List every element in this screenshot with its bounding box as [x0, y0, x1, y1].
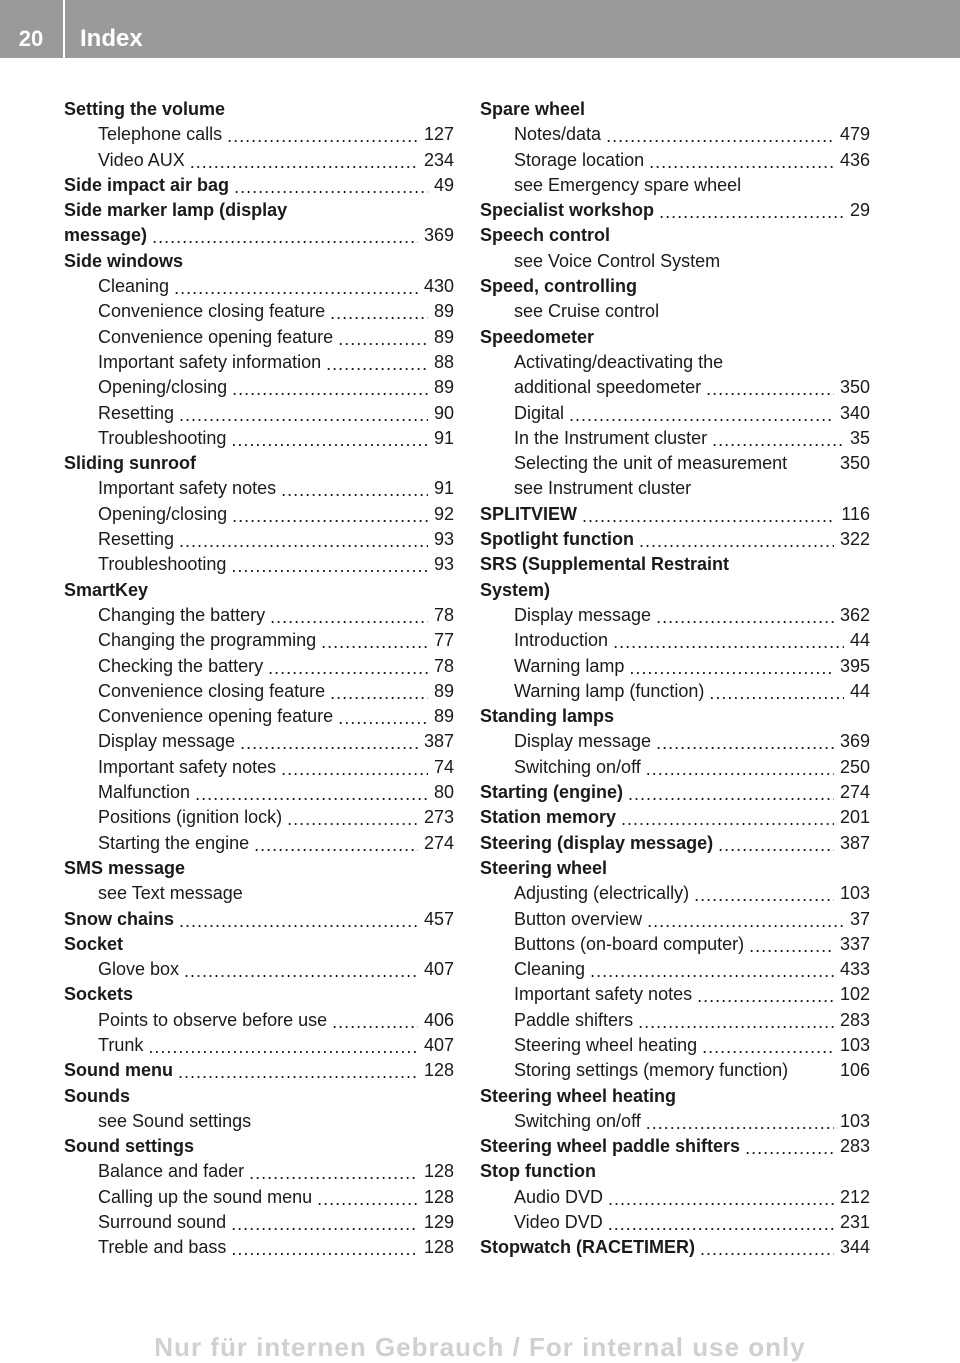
- page-reference: 212: [834, 1185, 870, 1210]
- page-reference: 102: [834, 982, 870, 1007]
- page-reference: 433: [834, 957, 870, 982]
- index-term: Switching on/off .....: [514, 757, 646, 777]
- page-reference: 88: [428, 350, 454, 375]
- index-term: Notes/data .....: [514, 124, 606, 144]
- index-subentry: [64, 1159, 454, 1184]
- index-subentry: [480, 603, 870, 628]
- page-reference: 362: [834, 603, 870, 628]
- index-entry: [480, 502, 870, 527]
- index-term: System): [480, 580, 555, 600]
- page-reference: 128: [418, 1058, 454, 1083]
- index-term: Important safety notes .....: [98, 478, 281, 498]
- index-entry: [480, 1159, 870, 1184]
- index-subentry: [64, 148, 454, 173]
- index-term: see Instrument cluster: [514, 478, 696, 498]
- index-subentry: [64, 299, 454, 324]
- index-term: Socket: [64, 934, 128, 954]
- index-subentry: [64, 603, 454, 628]
- index-entry: [480, 831, 870, 856]
- index-term: Spotlight function .....: [480, 529, 639, 549]
- index-subentry: [480, 1058, 870, 1083]
- index-term: Sliding sunroof: [64, 453, 201, 473]
- index-term: Resetting .....: [98, 403, 179, 423]
- index-entry: [64, 1058, 454, 1083]
- index-subentry: [480, 122, 870, 147]
- page-reference: 44: [844, 628, 870, 653]
- index-term: Selecting the unit of measurement: [514, 453, 792, 473]
- index-term: Warning lamp (function) .....: [514, 681, 709, 701]
- index-term: Speedometer: [480, 327, 599, 347]
- page-reference: 103: [834, 881, 870, 906]
- index-subentry: [64, 274, 454, 299]
- index-term: Important safety notes .....: [514, 984, 697, 1004]
- page-reference: 91: [428, 476, 454, 501]
- index-subentry: [480, 426, 870, 451]
- index-term: see Emergency spare wheel: [514, 175, 746, 195]
- page-reference: 116: [835, 502, 870, 527]
- index-term: Specialist workshop .....: [480, 200, 659, 220]
- index-term: Side windows: [64, 251, 188, 271]
- page-reference: 350: [834, 375, 870, 400]
- index-subentry: [480, 173, 870, 198]
- index-entry: [480, 780, 870, 805]
- index-entry: [480, 805, 870, 830]
- index-term: Side marker lamp (display: [64, 200, 292, 220]
- page-reference: 436: [834, 148, 870, 173]
- index-term: Button overview .....: [514, 909, 647, 929]
- index-column-right: [480, 97, 870, 1261]
- page-reference: 91: [428, 426, 454, 451]
- index-term: Sockets: [64, 984, 138, 1004]
- page-reference: 78: [428, 654, 454, 679]
- index-term: Cleaning .....: [514, 959, 590, 979]
- index-term: Stop function: [480, 1161, 601, 1181]
- index-term: Adjusting (electrically) .....: [514, 883, 694, 903]
- index-term: Sound settings: [64, 1136, 199, 1156]
- index-entry: [480, 1235, 870, 1260]
- index-subentry: [64, 122, 454, 147]
- header-bar: [0, 0, 960, 58]
- page-reference: 250: [834, 755, 870, 780]
- index-term: Warning lamp .....: [514, 656, 629, 676]
- index-entry: [64, 173, 454, 198]
- index-subentry: [480, 401, 870, 426]
- page-reference: 234: [418, 148, 454, 173]
- index-subentry: [64, 350, 454, 375]
- index-term: Storage location .....: [514, 150, 649, 170]
- index-subentry: [480, 957, 870, 982]
- index-subentry: [64, 805, 454, 830]
- index-term: Malfunction .....: [98, 782, 195, 802]
- page-reference: 457: [418, 907, 454, 932]
- index-subentry: [480, 932, 870, 957]
- index-entry: [480, 552, 870, 577]
- index-term: Troubleshooting .....: [98, 554, 231, 574]
- index-term: Resetting .....: [98, 529, 179, 549]
- index-column-left: [64, 97, 454, 1261]
- index-subentry: [64, 628, 454, 653]
- index-subentry: [480, 375, 870, 400]
- index-term: Station memory .....: [480, 807, 621, 827]
- index-term: see Cruise control: [514, 301, 664, 321]
- index-term: Steering wheel: [480, 858, 612, 878]
- index-term: Opening/closing .....: [98, 377, 232, 397]
- index-term: SRS (Supplemental Restraint: [480, 554, 734, 574]
- page-reference: 29: [844, 198, 870, 223]
- page-number: 20: [18, 26, 44, 51]
- index-term: see Text message: [98, 883, 248, 903]
- page-reference: 340: [834, 401, 870, 426]
- index-term: Display message .....: [514, 605, 656, 625]
- index-subentry: [64, 1210, 454, 1235]
- index-term: Steering wheel heating .....: [514, 1035, 702, 1055]
- index-term: Buttons (on-board computer) .....: [514, 934, 749, 954]
- index-entry: [64, 1084, 454, 1109]
- index-subentry: [480, 881, 870, 906]
- page-reference: 273: [418, 805, 454, 830]
- index-entry: [480, 223, 870, 248]
- index-term: Introduction .....: [514, 630, 613, 650]
- page-reference: 322: [834, 527, 870, 552]
- index-subentry: [64, 375, 454, 400]
- page-reference: 406: [418, 1008, 454, 1033]
- index-term: Side impact air bag .....: [64, 175, 234, 195]
- index-subentry: [64, 679, 454, 704]
- index-term: SPLITVIEW .....: [480, 504, 582, 524]
- page-reference: 44: [844, 679, 870, 704]
- index-entry: [64, 198, 454, 223]
- index-term: Display message .....: [514, 731, 656, 751]
- index-subentry: [64, 780, 454, 805]
- page-reference: 78: [428, 603, 454, 628]
- index-term: Important safety information .....: [98, 352, 326, 372]
- index-term: Telephone calls .....: [98, 124, 227, 144]
- index-entry: [480, 527, 870, 552]
- page-reference: 89: [428, 704, 454, 729]
- index-subentry: [480, 476, 870, 501]
- page-reference: 407: [418, 1033, 454, 1058]
- index-entry: [64, 223, 454, 248]
- page-reference: 387: [418, 729, 454, 754]
- index-term: Changing the battery .....: [98, 605, 270, 625]
- index-subentry: [480, 628, 870, 653]
- index-term: Digital .....: [514, 403, 569, 423]
- index-term: Important safety notes .....: [98, 757, 281, 777]
- index-term: In the Instrument cluster .....: [514, 428, 712, 448]
- index-entry: [480, 856, 870, 881]
- page-reference: 89: [428, 679, 454, 704]
- index-term: Steering wheel paddle shifters .....: [480, 1136, 745, 1156]
- index-subentry: [480, 755, 870, 780]
- index-term: Video DVD .....: [514, 1212, 608, 1232]
- index-entry: [480, 1134, 870, 1159]
- index-subentry: [64, 426, 454, 451]
- index-term: Calling up the sound menu .....: [98, 1187, 317, 1207]
- index-subentry: [64, 1109, 454, 1134]
- page-reference: 89: [428, 375, 454, 400]
- index-entry: [64, 249, 454, 274]
- index-subentry: [480, 1185, 870, 1210]
- index-term: Sounds: [64, 1086, 135, 1106]
- index-term: Video AUX .....: [98, 150, 190, 170]
- index-term: Positions (ignition lock) .....: [98, 807, 287, 827]
- page-reference: 35: [844, 426, 870, 451]
- page-reference: 387: [834, 831, 870, 856]
- index-entry: [480, 704, 870, 729]
- index-term: Convenience opening feature .....: [98, 706, 338, 726]
- index-entry: [480, 97, 870, 122]
- index-term: Cleaning .....: [98, 276, 174, 296]
- index-entry: [480, 578, 870, 603]
- index-subentry: [64, 957, 454, 982]
- index-entry: [64, 97, 454, 122]
- index-entry: [480, 1084, 870, 1109]
- index-term: Snow chains .....: [64, 909, 179, 929]
- index-subentry: [64, 1033, 454, 1058]
- page-reference: 274: [834, 780, 870, 805]
- index-term: Treble and bass .....: [98, 1237, 231, 1257]
- page-reference: 103: [834, 1109, 870, 1134]
- index-subentry: [64, 1185, 454, 1210]
- page-reference: 92: [428, 502, 454, 527]
- index-term: additional speedometer .....: [514, 377, 706, 397]
- index-term: SMS message: [64, 858, 190, 878]
- index-term: Troubleshooting .....: [98, 428, 231, 448]
- index-term: Switching on/off .....: [514, 1111, 646, 1131]
- page-reference: 127: [418, 122, 454, 147]
- page-reference: 350: [834, 451, 870, 476]
- index-term: Convenience closing feature .....: [98, 681, 330, 701]
- index-subentry: [480, 249, 870, 274]
- index-entry: [480, 325, 870, 350]
- index-term: Paddle shifters .....: [514, 1010, 638, 1030]
- page-reference: 89: [428, 299, 454, 324]
- page-reference: 344: [834, 1235, 870, 1260]
- index-subentry: [480, 654, 870, 679]
- page-reference: 395: [834, 654, 870, 679]
- page-reference: 106: [834, 1058, 870, 1083]
- page-reference: 80: [428, 780, 454, 805]
- index-entry: [64, 451, 454, 476]
- index-term: Trunk .....: [98, 1035, 148, 1055]
- index-subentry: [64, 502, 454, 527]
- index-entry: [480, 274, 870, 299]
- index-term: Steering (display message) .....: [480, 833, 718, 853]
- index-subentry: [480, 1033, 870, 1058]
- index-subentry: [64, 527, 454, 552]
- index-term: Convenience opening feature .....: [98, 327, 338, 347]
- index-term: Setting the volume: [64, 99, 230, 119]
- index-term: SmartKey: [64, 580, 153, 600]
- index-term: Speech control: [480, 225, 615, 245]
- index-term: Opening/closing .....: [98, 504, 232, 524]
- index-term: Steering wheel heating: [480, 1086, 681, 1106]
- index-subentry: [480, 907, 870, 932]
- page-reference: 93: [428, 552, 454, 577]
- index-term: message) .....: [64, 225, 152, 245]
- index-term: Speed, controlling: [480, 276, 642, 296]
- index-subentry: [480, 299, 870, 324]
- index-subentry: [64, 476, 454, 501]
- page-reference: 128: [418, 1235, 454, 1260]
- page-reference: 231: [834, 1210, 870, 1235]
- page-reference: 129: [418, 1210, 454, 1235]
- index-subentry: [480, 451, 870, 476]
- index-subentry: [64, 401, 454, 426]
- index-entry: [64, 982, 454, 1007]
- index-subentry: [64, 755, 454, 780]
- page-reference: 283: [834, 1008, 870, 1033]
- index-term: Balance and fader .....: [98, 1161, 249, 1181]
- page-title: Index: [80, 25, 143, 52]
- index-subentry: [64, 654, 454, 679]
- page-reference: 407: [418, 957, 454, 982]
- index-term: Glove box .....: [98, 959, 184, 979]
- index-term: Sound menu .....: [64, 1060, 178, 1080]
- index-subentry: [64, 1008, 454, 1033]
- index-entry: [480, 198, 870, 223]
- page-reference: 89: [428, 325, 454, 350]
- page-reference: 201: [834, 805, 870, 830]
- page-reference: 103: [834, 1033, 870, 1058]
- index-subentry: [480, 679, 870, 704]
- page-reference: 74: [428, 755, 454, 780]
- index-term: Standing lamps: [480, 706, 619, 726]
- index-subentry: [480, 1008, 870, 1033]
- page-reference: 369: [834, 729, 870, 754]
- index-subentry: [480, 1210, 870, 1235]
- index-entry: [64, 856, 454, 881]
- index-subentry: [64, 831, 454, 856]
- index-term: see Sound settings: [98, 1111, 256, 1131]
- index-term: Changing the programming .....: [98, 630, 321, 650]
- page-reference: 93: [428, 527, 454, 552]
- index-term: Checking the battery .....: [98, 656, 268, 676]
- page-reference: 479: [834, 122, 870, 147]
- index-entry: [64, 1134, 454, 1159]
- page-reference: 128: [418, 1185, 454, 1210]
- index-term: Display message .....: [98, 731, 240, 751]
- index-term: Starting the engine .....: [98, 833, 254, 853]
- page-reference: 37: [844, 907, 870, 932]
- index-term: Activating/deactivating the: [514, 352, 728, 372]
- page-reference: 430: [418, 274, 454, 299]
- page-reference: 49: [428, 173, 454, 198]
- index-subentry: [480, 982, 870, 1007]
- index-term: Stopwatch (RACETIMER) .....: [480, 1237, 700, 1257]
- footer-watermark: Nur für internen Gebrauch / For internal use only: [154, 1332, 806, 1362]
- page-reference: 77: [428, 628, 454, 653]
- index-term: Surround sound .....: [98, 1212, 231, 1232]
- header-divider: [63, 0, 65, 58]
- index-subentry: [64, 1235, 454, 1260]
- index-subentry: [64, 325, 454, 350]
- page-reference: 128: [418, 1159, 454, 1184]
- index-subentry: [480, 729, 870, 754]
- index-subentry: [480, 1109, 870, 1134]
- index-term: Storing settings (memory function): [514, 1060, 793, 1080]
- index-subentry: [64, 704, 454, 729]
- index-subentry: [64, 552, 454, 577]
- index-term: see Voice Control System: [514, 251, 725, 271]
- page-reference: 369: [418, 223, 454, 248]
- index-term: Spare wheel: [480, 99, 590, 119]
- index-term: Points to observe before use .....: [98, 1010, 332, 1030]
- index-term: Convenience closing feature .....: [98, 301, 330, 321]
- page-reference: 283: [834, 1134, 870, 1159]
- index-entry: [64, 578, 454, 603]
- page-reference: 90: [428, 401, 454, 426]
- index-entry: [64, 907, 454, 932]
- index-term: Starting (engine) .....: [480, 782, 628, 802]
- index-subentry: [480, 350, 870, 375]
- page-reference: 337: [834, 932, 870, 957]
- index-term: Audio DVD .....: [514, 1187, 608, 1207]
- index-subentry: [64, 881, 454, 906]
- index-subentry: [480, 148, 870, 173]
- page-reference: 274: [418, 831, 454, 856]
- index-subentry: [64, 729, 454, 754]
- index-entry: [64, 932, 454, 957]
